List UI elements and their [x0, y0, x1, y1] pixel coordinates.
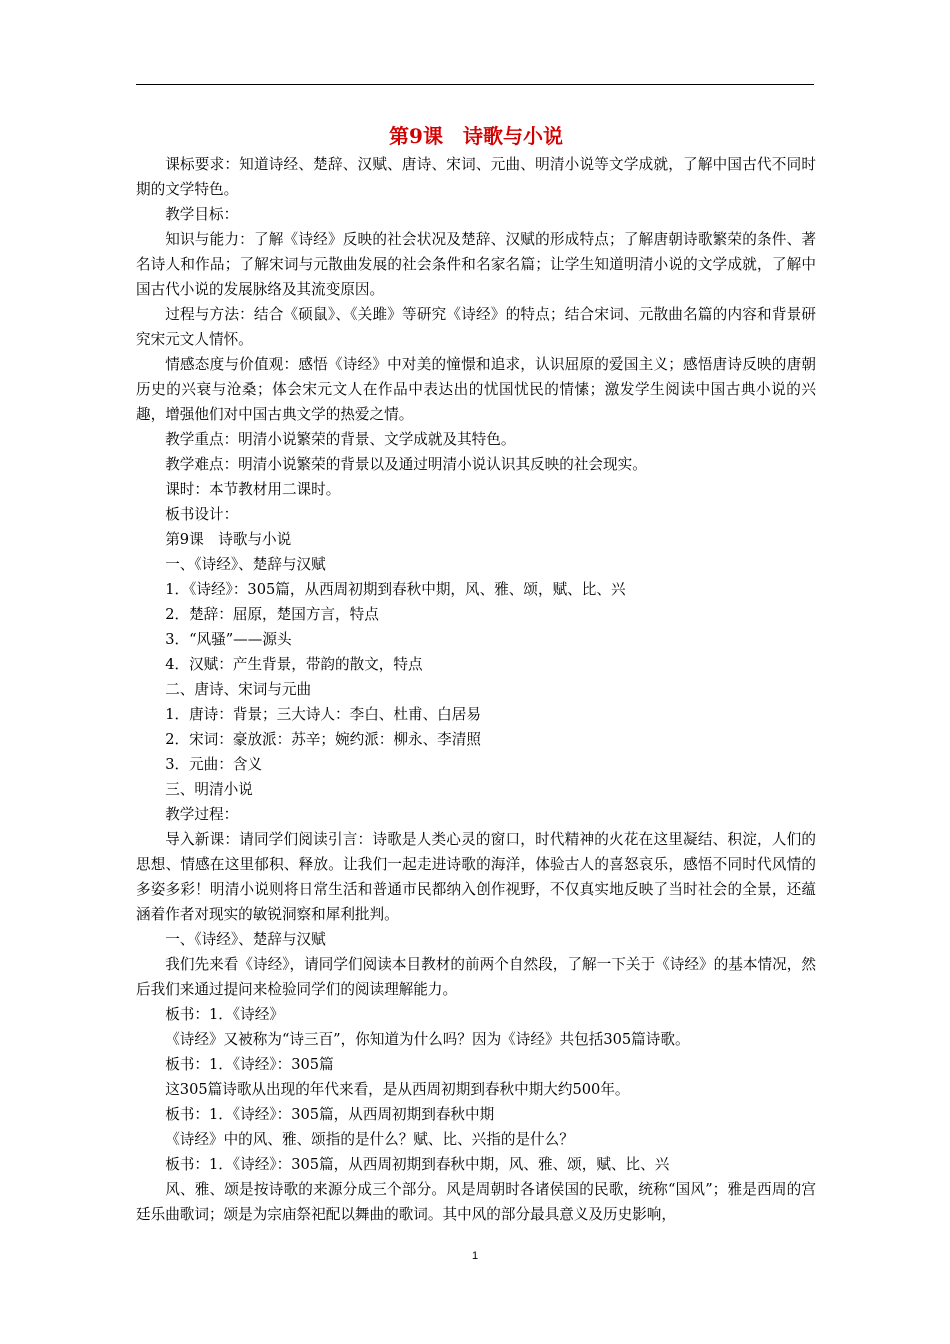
paragraph: 情感态度与价值观：感悟《诗经》中对美的憧憬和追求，认识屈原的爱国主义；感悟唐诗反映的唐朝历史的兴衰与沧桑；体会宋元文人在作品中表达出的忧国忧民的情愫；激发学生阅读中国古典小说的兴趣，增强他们对中国古典文学的热爱之情。 [136, 356, 816, 423]
paragraph: 4．汉赋：产生背景，带韵的散文，特点 [165, 656, 423, 673]
paragraph: 3．“风骚”——源头 [165, 631, 292, 648]
document-body [136, 120, 816, 1227]
paragraph: 风、雅、颂是按诗歌的来源分成三个部分。风是周朝时各诸侯国的民歌，统称“国风”；雅是西周的宫廷乐曲歌词；颂是为宗庙祭祀配以舞曲的歌词。其中风的部分最具意义及历史影响， [136, 1181, 816, 1223]
paragraph: 板书：1．《诗经》：305篇，从西周初期到春秋中期 [165, 1106, 495, 1123]
paragraph: 3．元曲：含义 [165, 756, 263, 773]
paragraph: 我们先来看《诗经》，请同学们阅读本目教材的前两个自然段，了解一下关于《诗经》的基本情况，然后我们来通过提问来检验同学们的阅读理解能力。 [136, 956, 816, 998]
paragraph: 过程与方法：结合《硕鼠》、《关雎》等研究《诗经》的特点；结合宋词、元散曲名篇的内容和背景研究宋元文人情怀。 [136, 306, 816, 348]
paragraph: 2．宋词：豪放派：苏辛；婉约派：柳永、李清照 [165, 731, 481, 748]
paragraph: 2．楚辞：屈原，楚国方言，特点 [165, 606, 379, 623]
paragraph: 1．《诗经》：305篇，从西周初期到春秋中期，风、雅、颂，赋、比、兴 [165, 581, 626, 598]
paragraph: 课时：本节教材用二课时。 [165, 481, 341, 498]
paragraph: 导入新课：请同学们阅读引言：诗歌是人类心灵的窗口，时代精神的火花在这里凝结、积淀，人们的思想、情感在这里郁积、释放。让我们一起走进诗歌的海洋，体验古人的喜怒哀乐，感悟不同时代风情的多姿多彩！明清小说则将日常生活和普通市民都纳入创作视野，不仅真实地反映了当时社会的全景，还蕴涵着作者对现实的敏锐洞察和犀利批判。 [136, 831, 816, 923]
paragraph-list [136, 152, 816, 1227]
paragraph: 1．唐诗：背景；三大诗人：李白、杜甫、白居易 [165, 706, 481, 723]
paragraph: 三、明清小说 [165, 781, 253, 798]
page-number: 1 [471, 1250, 479, 1262]
paragraph: 一、《诗经》、楚辞与汉赋 [165, 931, 326, 948]
paragraph: 知识与能力：了解《诗经》反映的社会状况及楚辞、汉赋的形成特点；了解唐朝诗歌繁荣的条件、著名诗人和作品；了解宋词与元散曲发展的社会条件和名家名篇；让学生知道明清小说的文学成就，了解中国古代小说的发展脉络及其流变原因。 [136, 231, 816, 298]
paragraph: 板书：1．《诗经》 [165, 1006, 284, 1023]
paragraph: 板书：1．《诗经》：305篇，从西周初期到春秋中期，风、雅、颂，赋、比、兴 [165, 1156, 670, 1173]
paragraph: 第9课 诗歌与小说 [165, 531, 292, 548]
paragraph: 板书设计： [165, 506, 239, 523]
paragraph: 教学目标： [165, 206, 239, 223]
paragraph: 教学重点：明清小说繁荣的背景、文学成就及其特色。 [165, 431, 516, 448]
paragraph: 教学过程： [165, 806, 239, 823]
lesson-title: 第9课 诗歌与小说 [389, 124, 563, 148]
paragraph: 板书：1．《诗经》：305篇 [165, 1056, 334, 1073]
header-rule [136, 84, 814, 85]
paragraph: 二、唐诗、宋词与元曲 [165, 681, 312, 698]
paragraph: 一、《诗经》、楚辞与汉赋 [165, 556, 326, 573]
paragraph: 《诗经》又被称为“诗三百”，你知道为什么吗？因为《诗经》共包括305篇诗歌。 [165, 1031, 690, 1048]
paragraph: 《诗经》中的风、雅、颂指的是什么？赋、比、兴指的是什么？ [165, 1131, 574, 1148]
paragraph: 课标要求：知道诗经、楚辞、汉赋、唐诗、宋词、元曲、明清小说等文学成就，了解中国古代不同时期的文学特色。 [136, 156, 816, 198]
paragraph: 教学难点：明清小说繁荣的背景以及通过明清小说认识其反映的社会现实。 [165, 456, 647, 473]
paragraph: 这305篇诗歌从出现的年代来看，是从西周初期到春秋中期大约500年。 [165, 1081, 630, 1098]
